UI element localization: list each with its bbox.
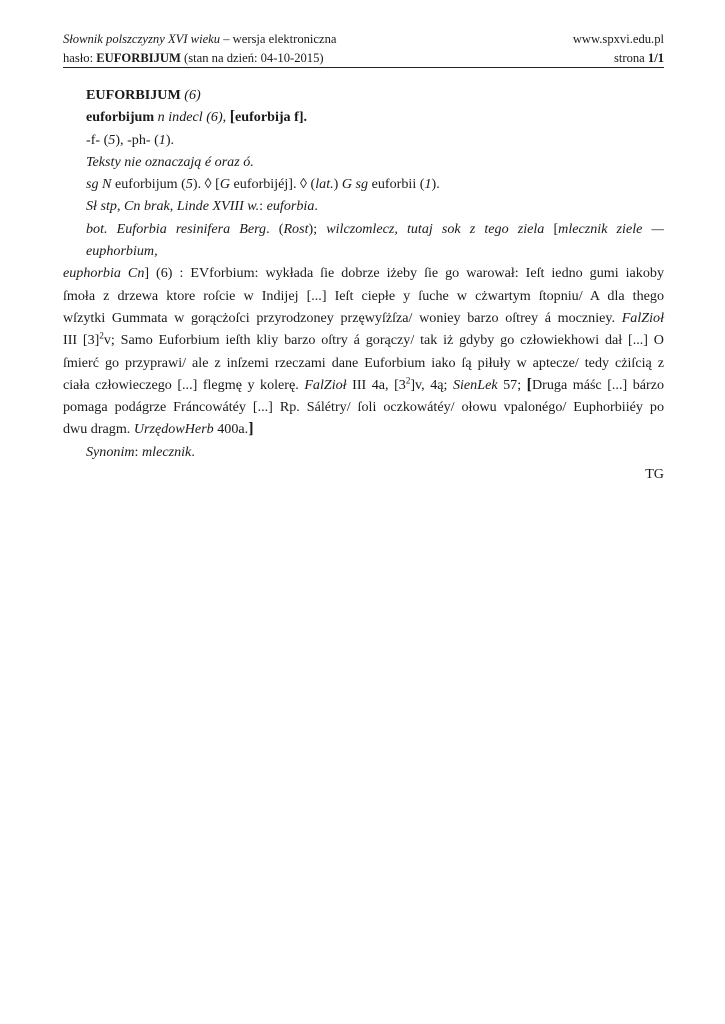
entry-headword-line: [63, 84, 664, 106]
page-number: strona 1/1: [613, 51, 664, 65]
header-row-2: [63, 49, 664, 68]
lemma-line: euforbijum n indecl (6), [euforbija f].: [86, 108, 308, 126]
quote-line: III $[3]^2v$; Samo Euforbium ieſth kliy barzo oſtry á gorączy/ tak iż gdyby go człowiekhowi dał [...] O: [63, 330, 664, 349]
headword-count: (6): [184, 87, 201, 103]
quote-line: ſmierć go przyprawi/ ale z inſzemi rzeczami dane Euforbium iako ſą piłuły w aptecze/ tedy cżiſcią z: [63, 354, 664, 371]
quote-line: dwu dragm. UrzędowHerb 400a.]: [63, 420, 254, 438]
header-row-1: [63, 30, 664, 49]
quote-line: wſzytki Gummata w gorącżoſci przyrodzoney przęwyſżſza/ woniey barzo oſtrey á moczniey. FalZioł: [63, 309, 664, 326]
sources-line: Sł stp, Cn brak, Linde XVIII w.: euforbia.: [86, 198, 318, 215]
entry-word: EUFORBIJUM: [96, 51, 181, 65]
source-citation: FalZioł: [621, 309, 664, 326]
quote-line: euphorbia Cn] (6) : EVforbium: wykłada ſie dobrze iżeby ſie go warował: Ieſt iedno gumi iakoby: [63, 265, 664, 282]
quote-line: ciała człowieczego [...] flegmę y kolerę. FalZioł III 4a, $[3^2]v$, 4ą; SienLek 57; [Druga máśc [...] bárzo: [63, 375, 664, 393]
headword: EUFORBIJUM: [86, 87, 181, 103]
quote-line: pomaga podágrze Fráncowátéy [...] Rp. Sálétry/ ſoli oczkowátéy/ ołowu vpalonégo/ Euphorbiiéy po: [63, 399, 664, 416]
entry-status: hasło: EUFORBIJUM (stan na dzień: 04-10-2015): [63, 51, 324, 65]
website-link[interactable]: www.spxvi.edu.pl: [572, 32, 664, 46]
source-citation: UrzędowHerb: [133, 421, 214, 438]
dictionary-entry: [63, 84, 664, 485]
quote-line: ſmoła z drzewa ktore roſcie w Indijej [...] Ieſt ciepłe y ſuche w cżwartym ſtopniu/ A dla thego: [63, 287, 664, 304]
dictionary-title: Słownik polszczyzny XVI wieku – wersja elektroniczna: [63, 32, 337, 46]
inflection-line: sg N euforbijum (5). ◊ [G euforbijéj]. ◊ (lat.) G sg euforbii (1).: [86, 176, 440, 193]
page-header: [63, 30, 664, 68]
header-divider: [63, 67, 664, 68]
source-citation: FalZioł: [304, 376, 347, 393]
definition-paragraph: [63, 218, 664, 441]
note-line: Teksty nie oznaczają é oraz ó.: [86, 153, 254, 170]
author-initials: TG: [645, 466, 664, 483]
spelling-line: -f- (5), -ph- (1).: [86, 131, 175, 148]
source-citation: SienLek: [452, 376, 498, 393]
synonym-line: Synonim: mlecznik.: [86, 443, 195, 460]
definition-line: bot. Euforbia resinifera Berg. (Rost); wilczomlecz, tutaj sok z tego ziela [mlecznik ziele — euphorbium,: [86, 220, 665, 260]
